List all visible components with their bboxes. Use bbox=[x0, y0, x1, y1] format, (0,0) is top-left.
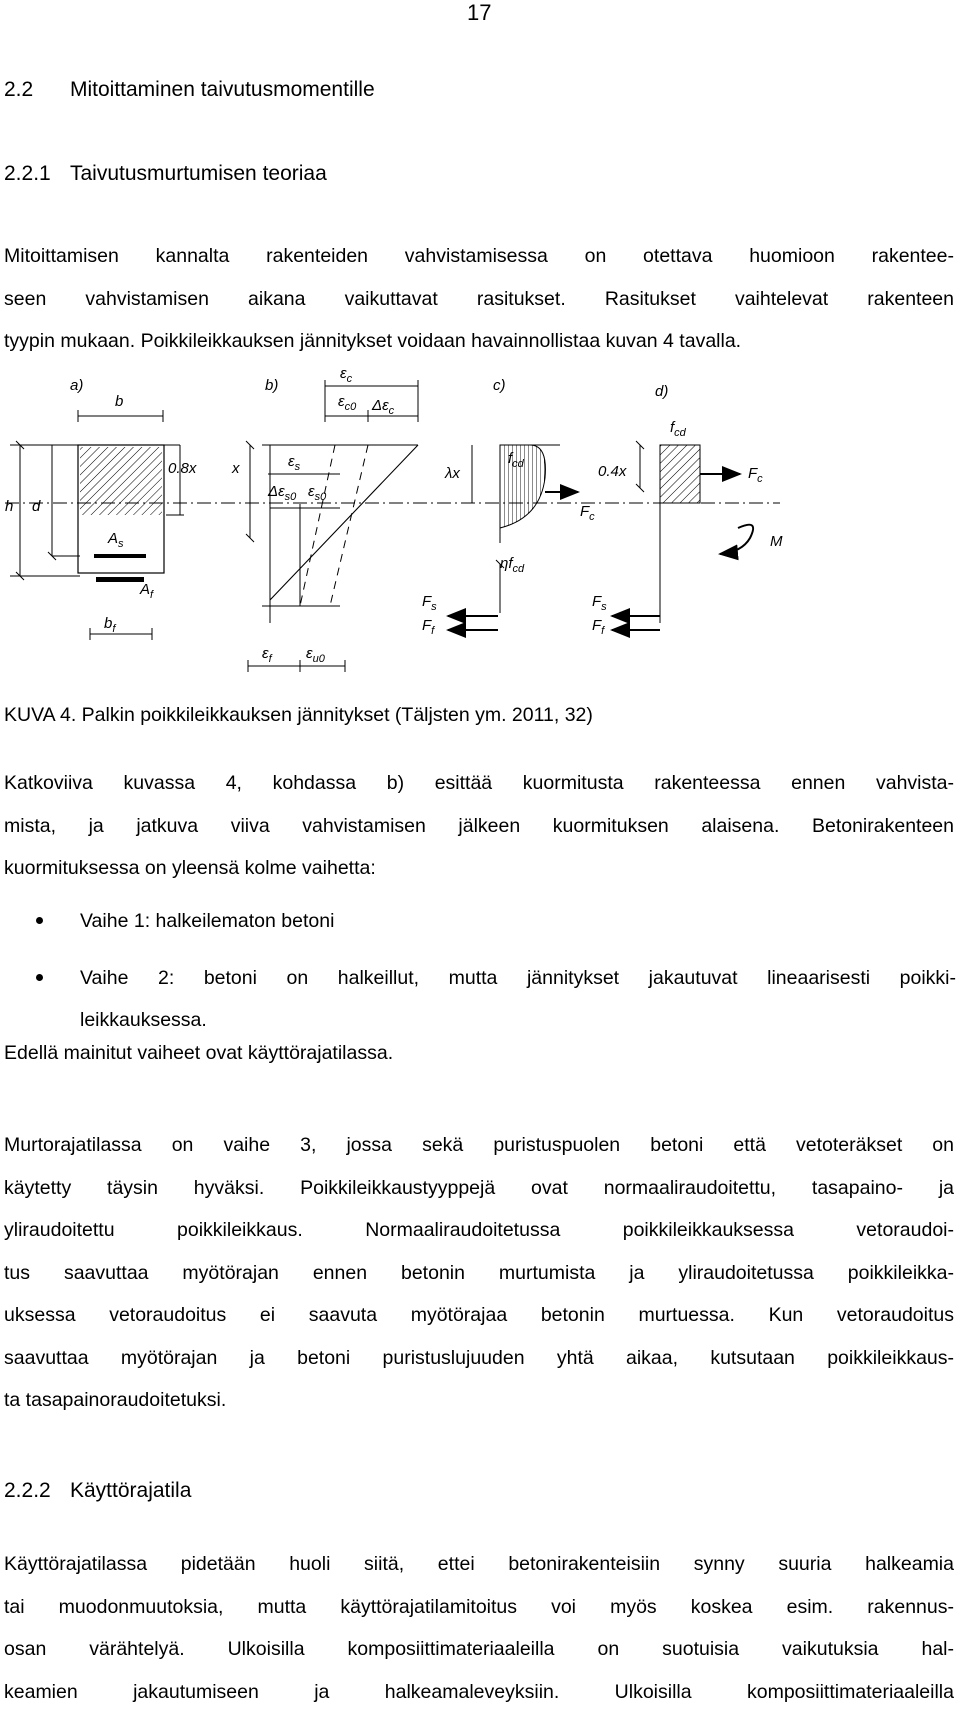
moment-arrow-M bbox=[720, 525, 753, 554]
text-line: Vaihe 1: halkeilematon betoni bbox=[80, 900, 956, 943]
rectangular-stress-block bbox=[660, 445, 700, 503]
strain-line-before bbox=[330, 445, 368, 606]
text-line: tyypin mukaan. Poikkileikkauksen jännitykset voidaan havainnollistaa kuvan 4 tavalla. bbox=[4, 320, 954, 363]
frp-strip bbox=[96, 577, 144, 582]
text-line: tus saavuttaa myötörajan ennen betonin murtumista ja yliraudoitetussa poikkileikka- bbox=[4, 1252, 954, 1295]
compression-zone-hatch bbox=[80, 447, 162, 515]
section-title: Taivutusmurtumisen teoriaa bbox=[70, 162, 327, 185]
paragraph-ultimate-limit-state bbox=[4, 1124, 954, 1422]
section-heading-2-2-1 bbox=[4, 160, 327, 188]
text-line: Katkoviiva kuvassa 4, kohdassa b) esittää kuormitusta rakenteessa ennen vahvista- bbox=[4, 762, 954, 805]
label-As: $A_s$ bbox=[107, 530, 124, 550]
text-line: kuormituksessa on yleensä kolme vaihetta: bbox=[4, 847, 954, 890]
label-x: x bbox=[231, 460, 240, 477]
text-line: ta tasapainoraudoitetuksi. bbox=[4, 1379, 954, 1422]
label-eps-c: $\varepsilon_c$ bbox=[340, 368, 353, 385]
panel-label-b: b) bbox=[265, 377, 278, 394]
section-title: Mitoittaminen taivutusmomentille bbox=[70, 78, 375, 101]
text-line: Murtorajatilassa on vaihe 3, jossa sekä puristuspuolen betoni että vetoteräkset on bbox=[4, 1124, 954, 1167]
page-number: 17 bbox=[467, 0, 491, 26]
label-eta-fcd: $\eta f_{cd}$ bbox=[500, 555, 525, 575]
label-Ff-c: $F_f$ bbox=[422, 617, 435, 637]
label-delta-eps-c: $\Delta\varepsilon_c$ bbox=[371, 397, 395, 417]
text-line: Mitoittamisen kannalta rakenteiden vahvistamisessa on otettava huomioon rakentee- bbox=[4, 235, 954, 278]
list-item bbox=[0, 900, 956, 943]
label-eps-s: $\varepsilon_s$ bbox=[288, 453, 301, 473]
section-number: 2.2 bbox=[4, 76, 70, 104]
panel-label-a: a) bbox=[70, 377, 83, 394]
text-line: mista, ja jatkuva viiva vahvistamisen jälkeen kuormituksen alaisena. Betonirakenteen bbox=[4, 805, 954, 848]
label-fcd-d: $f_{cd}$ bbox=[670, 419, 687, 439]
label-eps-u0: $\varepsilon_{u0}$ bbox=[306, 645, 326, 665]
text-line: osan värähtelyä. Ulkoisilla komposiittimateriaaleilla on suotuisia vaikutuksia hal- bbox=[4, 1628, 954, 1671]
label-h: h bbox=[5, 498, 13, 515]
paragraph-figure-description bbox=[4, 762, 954, 890]
bullet-icon bbox=[36, 917, 43, 924]
label-Fc-d: $F_c$ bbox=[748, 465, 763, 485]
label-eps-f: $\varepsilon_f$ bbox=[262, 645, 273, 665]
text-line: yliraudoitettu poikkileikkaus. Normaaliraudoitetussa poikkileikkauksessa vetoraudoi- bbox=[4, 1209, 954, 1252]
section-number: 2.2.2 bbox=[4, 1477, 70, 1505]
figure-beam-cross-section-stresses bbox=[0, 368, 960, 678]
list-item bbox=[0, 957, 956, 1042]
section-heading-2-2-2 bbox=[4, 1477, 191, 1505]
label-0-8x: 0.8x bbox=[168, 460, 197, 477]
text-line: saavuttaa myötörajan ja betoni puristuslujuuden yhtä aikaa, kutsutaan poikkileikkaus- bbox=[4, 1337, 954, 1380]
label-Fc-c: $F_c$ bbox=[580, 503, 595, 523]
paragraph-usage-states: Edellä mainitut vaiheet ovat käyttörajatilassa. bbox=[4, 1040, 393, 1066]
text-line: Käyttörajatilassa pidetään huoli siitä, ettei betonirakenteisiin synny suuria halkeamia bbox=[4, 1543, 954, 1586]
parabolic-stress-block bbox=[500, 445, 545, 528]
label-Fs-c: $F_s$ bbox=[422, 593, 437, 613]
paragraph-serviceability bbox=[4, 1543, 954, 1713]
label-M: M bbox=[770, 533, 783, 550]
text-line: uksessa vetoraudoitus ei saavuta myötörajaa betonin murtuessa. Kun vetoraudoitus bbox=[4, 1294, 954, 1337]
label-b: b bbox=[115, 393, 123, 410]
text-line: seen vahvistamisen aikana vaikuttavat rasitukset. Rasitukset vaihtelevat rakenteen bbox=[4, 278, 954, 321]
label-Ff-d: $F_f$ bbox=[592, 617, 605, 637]
section-number: 2.2.1 bbox=[4, 160, 70, 188]
label-lambda-x: λx bbox=[444, 465, 460, 482]
section-title: Käyttörajatila bbox=[70, 1479, 191, 1502]
panel-label-c: c) bbox=[493, 377, 506, 394]
text-line: keamien jakautumiseen ja halkeamaleveyksiin. Ulkoisilla komposiittimateriaaleilla bbox=[4, 1671, 954, 1713]
label-eps-c0: $\varepsilon_{c0}$ bbox=[338, 393, 357, 413]
text-line: tai muodonmuutoksia, mutta käyttörajatilamitoitus voi myös koskea esim. rakennus- bbox=[4, 1586, 954, 1629]
label-d: d bbox=[32, 498, 41, 515]
label-eps-s0: $\varepsilon_{s0}$ bbox=[308, 483, 327, 503]
label-Fs-d: $F_s$ bbox=[592, 593, 607, 613]
panel-label-d: d) bbox=[655, 383, 668, 400]
label-0-4x: 0.4x bbox=[598, 463, 627, 480]
paragraph-intro bbox=[4, 235, 954, 363]
bullet-list-phases bbox=[0, 900, 956, 1042]
steel-reinforcement bbox=[94, 554, 146, 558]
text-line: käytetty täysin hyväksi. Poikkileikkaustyyppejä ovat normaaliraudoitettu, tasapaino- ja bbox=[4, 1167, 954, 1210]
section-heading-2-2 bbox=[4, 76, 375, 104]
figure-caption: KUVA 4. Palkin poikkileikkauksen jännitykset (Täljsten ym. 2011, 32) bbox=[4, 702, 593, 728]
text-line: leikkauksessa. bbox=[80, 999, 956, 1042]
label-Af: $A_f$ bbox=[139, 581, 154, 601]
bullet-icon bbox=[36, 974, 43, 981]
label-delta-eps-s0: $\Delta\varepsilon_{s0}$ bbox=[267, 483, 297, 503]
text-line: Vaihe 2: betoni on halkeillut, mutta jännitykset jakautuvat lineaarisesti poikki- bbox=[80, 957, 956, 1000]
label-bf: $b_f$ bbox=[104, 615, 116, 635]
